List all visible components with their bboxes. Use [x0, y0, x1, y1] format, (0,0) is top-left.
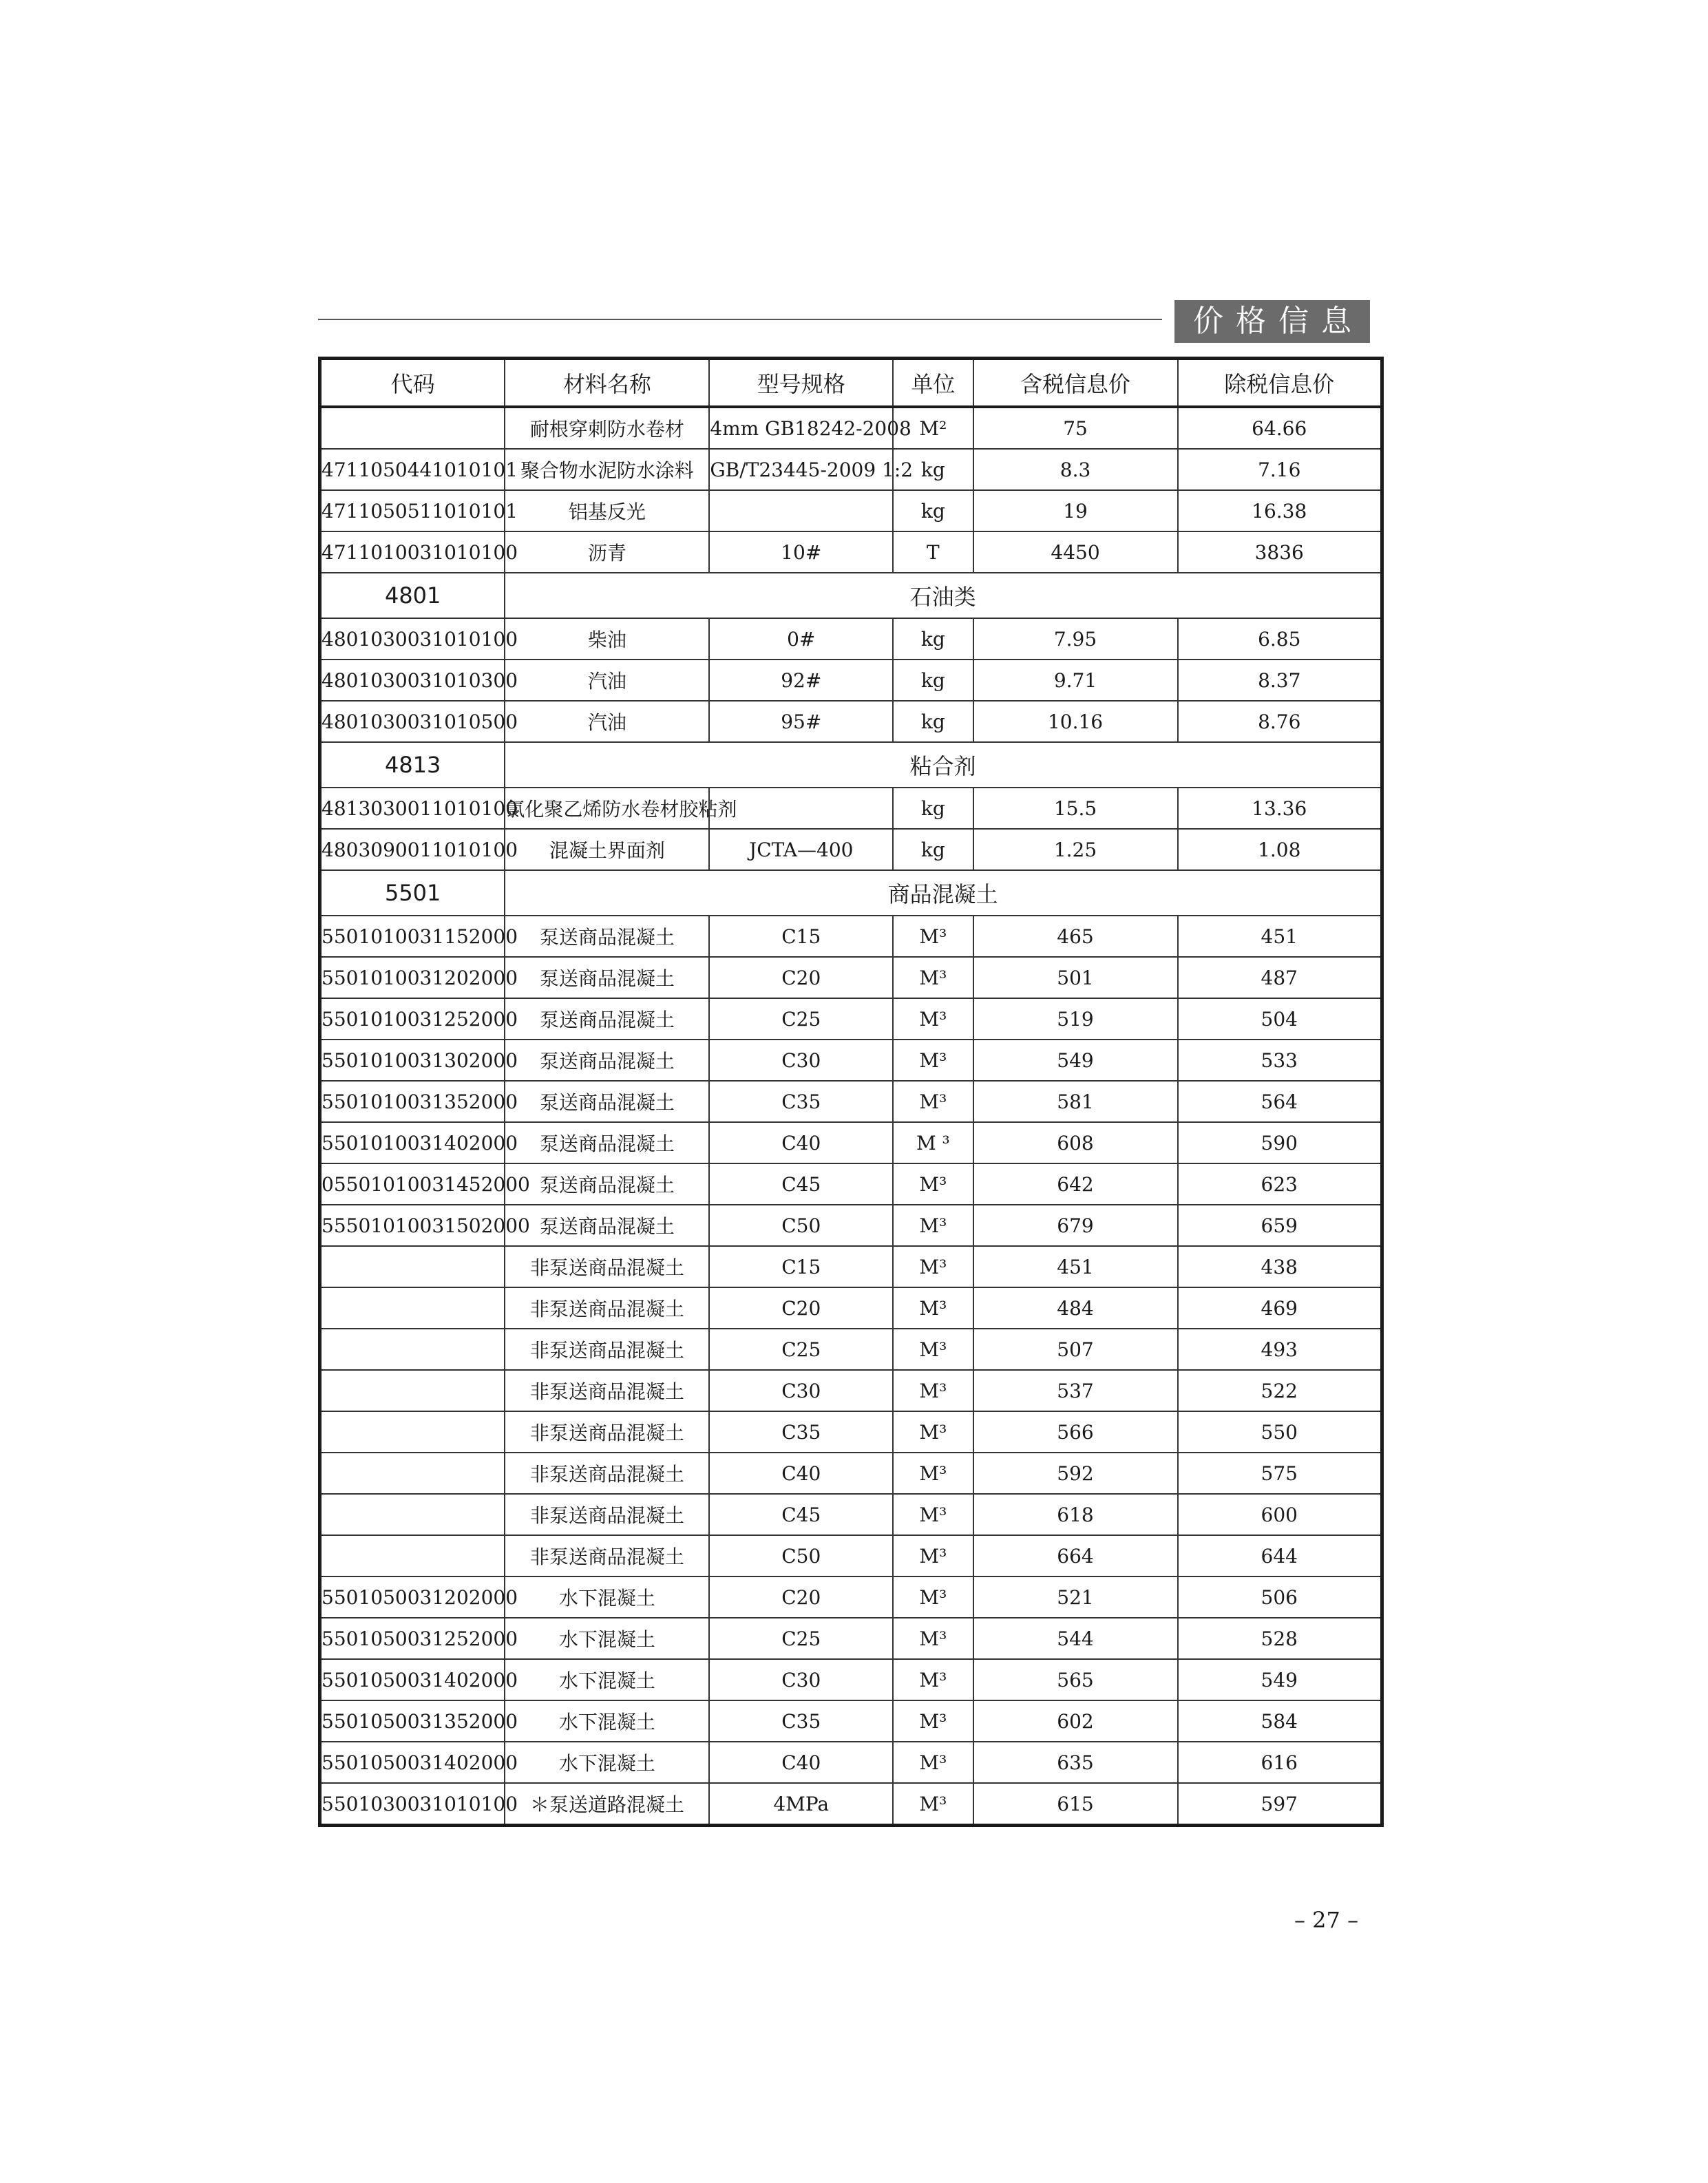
- cell-name: 水下混凝土: [505, 1576, 709, 1618]
- cell-tax-price: 615: [973, 1783, 1178, 1826]
- cell-name: 水下混凝土: [505, 1742, 709, 1783]
- cell-net-price: 590: [1178, 1122, 1382, 1163]
- cell-spec: C45: [709, 1494, 893, 1535]
- cell-spec: JCTA—400: [709, 829, 893, 870]
- cell-tax-price: 484: [973, 1287, 1178, 1329]
- cell-code: [320, 1453, 505, 1494]
- cell-tax-price: 9.71: [973, 660, 1178, 701]
- table-row: [320, 531, 1382, 573]
- cell-net-price: 522: [1178, 1370, 1382, 1411]
- cell-name: 水下混凝土: [505, 1659, 709, 1700]
- cell-name: 泵送商品混凝土: [505, 1163, 709, 1205]
- cell-unit: M³: [893, 1163, 973, 1205]
- cell-spec: C30: [709, 1040, 893, 1081]
- cell-unit: M³: [893, 1659, 973, 1700]
- cell-tax-price: 507: [973, 1329, 1178, 1370]
- cell-tax-price: 75: [973, 407, 1178, 449]
- cell-code: [320, 407, 505, 449]
- cell-code: 5501010031302000: [320, 1040, 505, 1081]
- group-title: 粘合剂: [505, 742, 1382, 788]
- cell-unit: M³: [893, 1700, 973, 1742]
- cell-unit: kg: [893, 660, 973, 701]
- table-row: [320, 1659, 1382, 1700]
- cell-tax-price: 602: [973, 1700, 1178, 1742]
- cell-unit: M³: [893, 1246, 973, 1287]
- cell-unit: kg: [893, 788, 973, 829]
- cell-code: [320, 1329, 505, 1370]
- cell-code: [320, 1411, 505, 1453]
- cell-spec: C25: [709, 1618, 893, 1659]
- cell-name: 混凝土界面剂: [505, 829, 709, 870]
- column-header-spec: 型号规格: [709, 359, 893, 408]
- cell-spec: C40: [709, 1453, 893, 1494]
- cell-spec: C35: [709, 1700, 893, 1742]
- cell-spec: C40: [709, 1122, 893, 1163]
- cell-code: 5501050031402000: [320, 1659, 505, 1700]
- cell-unit: M³: [893, 957, 973, 998]
- cell-spec: C20: [709, 1287, 893, 1329]
- cell-spec: 0#: [709, 618, 893, 660]
- cell-unit: M³: [893, 1783, 973, 1826]
- cell-spec: C30: [709, 1370, 893, 1411]
- column-header-name: 材料名称: [505, 359, 709, 408]
- cell-code: 4711050511010101: [320, 490, 505, 531]
- cell-code: 4801030031010100: [320, 618, 505, 660]
- cell-net-price: 8.37: [1178, 660, 1382, 701]
- cell-name: 非泵送商品混凝土: [505, 1494, 709, 1535]
- cell-net-price: 506: [1178, 1576, 1382, 1618]
- cell-name: ＊泵送道路混凝土: [505, 1783, 709, 1826]
- cell-net-price: 564: [1178, 1081, 1382, 1122]
- group-code: 4813: [320, 742, 505, 788]
- table-row: [320, 1783, 1382, 1826]
- cell-code: 5501010031152000: [320, 916, 505, 957]
- cell-code: 4801030031010300: [320, 660, 505, 701]
- cell-spec: GB/T23445-2009 1:2: [709, 449, 893, 490]
- cell-name: 非泵送商品混凝土: [505, 1287, 709, 1329]
- cell-name: 非泵送商品混凝土: [505, 1329, 709, 1370]
- cell-tax-price: 566: [973, 1411, 1178, 1453]
- cell-spec: C15: [709, 1246, 893, 1287]
- page-number: – 27 –: [1294, 1907, 1359, 1933]
- cell-spec: C50: [709, 1535, 893, 1576]
- cell-name: 铝基反光: [505, 490, 709, 531]
- cell-unit: kg: [893, 449, 973, 490]
- table-row: [320, 407, 1382, 449]
- cell-tax-price: 521: [973, 1576, 1178, 1618]
- cell-tax-price: 618: [973, 1494, 1178, 1535]
- cell-tax-price: 501: [973, 957, 1178, 998]
- cell-tax-price: 592: [973, 1453, 1178, 1494]
- table-row: [320, 788, 1382, 829]
- table-row: [320, 1576, 1382, 1618]
- cell-code: 5501050031202000: [320, 1576, 505, 1618]
- cell-code: [320, 1370, 505, 1411]
- cell-name: 非泵送商品混凝土: [505, 1246, 709, 1287]
- table-header-row: [320, 359, 1382, 408]
- cell-name: 泵送商品混凝土: [505, 1205, 709, 1246]
- cell-unit: M³: [893, 1411, 973, 1453]
- table-row: [320, 916, 1382, 957]
- cell-spec: [709, 490, 893, 531]
- cell-net-price: 1.08: [1178, 829, 1382, 870]
- cell-spec: 10#: [709, 531, 893, 573]
- cell-tax-price: 642: [973, 1163, 1178, 1205]
- cell-tax-price: 10.16: [973, 701, 1178, 742]
- cell-net-price: 469: [1178, 1287, 1382, 1329]
- table-row: [320, 1040, 1382, 1081]
- cell-spec: C35: [709, 1411, 893, 1453]
- group-code: 5501: [320, 870, 505, 916]
- cell-net-price: 493: [1178, 1329, 1382, 1370]
- cell-code: 5501010031202000: [320, 957, 505, 998]
- cell-net-price: 644: [1178, 1535, 1382, 1576]
- cell-net-price: 7.16: [1178, 449, 1382, 490]
- table-row: [320, 829, 1382, 870]
- table-body: [320, 407, 1382, 1826]
- cell-tax-price: 8.3: [973, 449, 1178, 490]
- cell-name: 非泵送商品混凝土: [505, 1411, 709, 1453]
- cell-unit: M³: [893, 1576, 973, 1618]
- cell-name: 泵送商品混凝土: [505, 1081, 709, 1122]
- cell-code: 4803090011010100: [320, 829, 505, 870]
- cell-unit: M³: [893, 998, 973, 1040]
- cell-tax-price: 15.5: [973, 788, 1178, 829]
- cell-code: 5501050031402000: [320, 1742, 505, 1783]
- cell-name: 泵送商品混凝土: [505, 1040, 709, 1081]
- cell-code: 5501010031402000: [320, 1122, 505, 1163]
- group-title: 商品混凝土: [505, 870, 1382, 916]
- cell-unit: M³: [893, 1205, 973, 1246]
- cell-net-price: 549: [1178, 1659, 1382, 1700]
- cell-tax-price: 565: [973, 1659, 1178, 1700]
- cell-code: [320, 1494, 505, 1535]
- group-row: [320, 870, 1382, 916]
- table-row: [320, 1370, 1382, 1411]
- cell-net-price: 13.36: [1178, 788, 1382, 829]
- cell-name: 汽油: [505, 701, 709, 742]
- cell-spec: C25: [709, 1329, 893, 1370]
- cell-tax-price: 1.25: [973, 829, 1178, 870]
- cell-spec: 4MPa: [709, 1783, 893, 1826]
- cell-code: 4813030011010100: [320, 788, 505, 829]
- cell-name: 泵送商品混凝土: [505, 957, 709, 998]
- table-row: [320, 660, 1382, 701]
- cell-unit: M³: [893, 1453, 973, 1494]
- header-rule: [318, 319, 1162, 320]
- cell-tax-price: 608: [973, 1122, 1178, 1163]
- cell-unit: M³: [893, 1618, 973, 1659]
- cell-name: 泵送商品混凝土: [505, 1122, 709, 1163]
- cell-spec: 4mm GB18242-2008: [709, 407, 893, 449]
- table-row: [320, 449, 1382, 490]
- table-row: [320, 1329, 1382, 1370]
- cell-name: 泵送商品混凝土: [505, 998, 709, 1040]
- cell-spec: C45: [709, 1163, 893, 1205]
- table-row: [320, 1411, 1382, 1453]
- cell-unit: kg: [893, 829, 973, 870]
- cell-net-price: 16.38: [1178, 490, 1382, 531]
- cell-tax-price: 519: [973, 998, 1178, 1040]
- cell-tax-price: 581: [973, 1081, 1178, 1122]
- table-row: [320, 1700, 1382, 1742]
- cell-code: 5501030031010100: [320, 1783, 505, 1826]
- cell-net-price: 6.85: [1178, 618, 1382, 660]
- cell-tax-price: 537: [973, 1370, 1178, 1411]
- table-row: [320, 1494, 1382, 1535]
- cell-name: 氯化聚乙烯防水卷材胶粘剂: [505, 788, 709, 829]
- cell-name: 耐根穿刺防水卷材: [505, 407, 709, 449]
- cell-code: [320, 1535, 505, 1576]
- cell-net-price: 533: [1178, 1040, 1382, 1081]
- cell-spec: C25: [709, 998, 893, 1040]
- table-row: [320, 1287, 1382, 1329]
- group-code: 4801: [320, 573, 505, 618]
- table-row: [320, 618, 1382, 660]
- column-header-net-price: 除税信息价: [1178, 359, 1382, 408]
- table-row: [320, 1742, 1382, 1783]
- cell-tax-price: 635: [973, 1742, 1178, 1783]
- cell-tax-price: 7.95: [973, 618, 1178, 660]
- table-row: [320, 1618, 1382, 1659]
- column-header-tax-price: 含税信息价: [973, 359, 1178, 408]
- section-tag: 价格信息: [1174, 300, 1370, 343]
- cell-code: 4801030031010500: [320, 701, 505, 742]
- cell-net-price: 550: [1178, 1411, 1382, 1453]
- cell-net-price: 8.76: [1178, 701, 1382, 742]
- table-row: [320, 998, 1382, 1040]
- cell-unit: M³: [893, 1370, 973, 1411]
- group-title: 石油类: [505, 573, 1382, 618]
- group-row: [320, 742, 1382, 788]
- cell-unit: M³: [893, 1535, 973, 1576]
- cell-name: 非泵送商品混凝土: [505, 1370, 709, 1411]
- cell-code: 5501050031352000: [320, 1700, 505, 1742]
- cell-net-price: 487: [1178, 957, 1382, 998]
- cell-name: 非泵送商品混凝土: [505, 1535, 709, 1576]
- cell-code: 5501010031252000: [320, 998, 505, 1040]
- cell-unit: M³: [893, 1494, 973, 1535]
- column-header-unit: 单位: [893, 359, 973, 408]
- cell-unit: M³: [893, 1081, 973, 1122]
- table-row: [320, 1122, 1382, 1163]
- cell-tax-price: 679: [973, 1205, 1178, 1246]
- cell-spec: C40: [709, 1742, 893, 1783]
- cell-net-price: 3836: [1178, 531, 1382, 573]
- cell-name: 柴油: [505, 618, 709, 660]
- cell-net-price: 504: [1178, 998, 1382, 1040]
- cell-tax-price: 4450: [973, 531, 1178, 573]
- cell-name: 泵送商品混凝土: [505, 916, 709, 957]
- cell-net-price: 528: [1178, 1618, 1382, 1659]
- cell-unit: M²: [893, 407, 973, 449]
- column-header-code: 代码: [320, 359, 505, 408]
- cell-unit: M³: [893, 1040, 973, 1081]
- cell-code: 5501010031352000: [320, 1081, 505, 1122]
- cell-net-price: 659: [1178, 1205, 1382, 1246]
- table-row: [320, 1205, 1382, 1246]
- cell-name: 汽油: [505, 660, 709, 701]
- cell-spec: C50: [709, 1205, 893, 1246]
- cell-spec: [709, 788, 893, 829]
- table-row: [320, 957, 1382, 998]
- cell-unit: M³: [893, 1329, 973, 1370]
- cell-code: [320, 1246, 505, 1287]
- cell-tax-price: 451: [973, 1246, 1178, 1287]
- cell-unit: M ³: [893, 1122, 973, 1163]
- cell-net-price: 600: [1178, 1494, 1382, 1535]
- cell-spec: C35: [709, 1081, 893, 1122]
- cell-net-price: 64.66: [1178, 407, 1382, 449]
- table-row: [320, 1163, 1382, 1205]
- cell-net-price: 438: [1178, 1246, 1382, 1287]
- cell-tax-price: 664: [973, 1535, 1178, 1576]
- cell-net-price: 451: [1178, 916, 1382, 957]
- cell-spec: C20: [709, 1576, 893, 1618]
- cell-spec: C15: [709, 916, 893, 957]
- cell-name: 聚合物水泥防水涂料: [505, 449, 709, 490]
- cell-code: 55501010031502000: [320, 1205, 505, 1246]
- cell-code: 05501010031452000: [320, 1163, 505, 1205]
- cell-tax-price: 465: [973, 916, 1178, 957]
- cell-code: [320, 1287, 505, 1329]
- cell-net-price: 623: [1178, 1163, 1382, 1205]
- cell-unit: M³: [893, 916, 973, 957]
- cell-unit: M³: [893, 1742, 973, 1783]
- cell-spec: 95#: [709, 701, 893, 742]
- cell-name: 水下混凝土: [505, 1618, 709, 1659]
- cell-spec: 92#: [709, 660, 893, 701]
- cell-name: 非泵送商品混凝土: [505, 1453, 709, 1494]
- cell-unit: kg: [893, 490, 973, 531]
- cell-name: 水下混凝土: [505, 1700, 709, 1742]
- table-row: [320, 1453, 1382, 1494]
- cell-code: 4711050441010101: [320, 449, 505, 490]
- cell-tax-price: 544: [973, 1618, 1178, 1659]
- cell-unit: kg: [893, 618, 973, 660]
- table-row: [320, 1246, 1382, 1287]
- cell-spec: C20: [709, 957, 893, 998]
- cell-tax-price: 19: [973, 490, 1178, 531]
- cell-net-price: 584: [1178, 1700, 1382, 1742]
- cell-unit: T: [893, 531, 973, 573]
- table-row: [320, 701, 1382, 742]
- cell-code: 5501050031252000: [320, 1618, 505, 1659]
- cell-net-price: 616: [1178, 1742, 1382, 1783]
- cell-spec: C30: [709, 1659, 893, 1700]
- cell-code: 4711010031010100: [320, 531, 505, 573]
- cell-tax-price: 549: [973, 1040, 1178, 1081]
- group-row: [320, 573, 1382, 618]
- table-row: [320, 1535, 1382, 1576]
- cell-name: 沥青: [505, 531, 709, 573]
- table-row: [320, 490, 1382, 531]
- cell-unit: kg: [893, 701, 973, 742]
- cell-unit: M³: [893, 1287, 973, 1329]
- cell-net-price: 597: [1178, 1783, 1382, 1826]
- price-table: [318, 357, 1384, 1827]
- cell-net-price: 575: [1178, 1453, 1382, 1494]
- table-row: [320, 1081, 1382, 1122]
